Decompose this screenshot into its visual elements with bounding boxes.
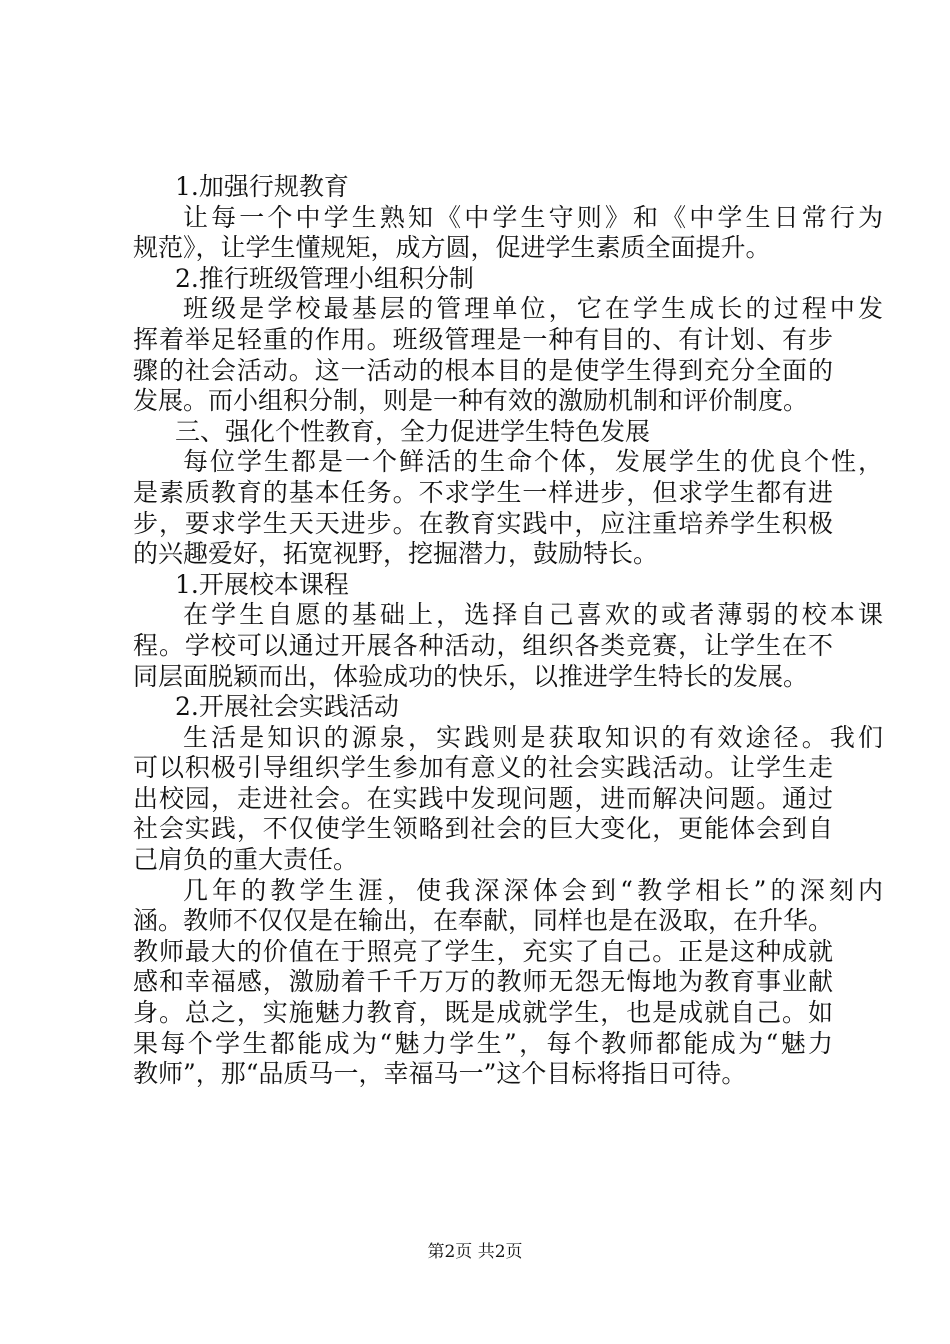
paragraph-line: 的兴趣爱好，拓宽视野，挖掘潜力，鼓励特长。 — [133, 539, 659, 569]
paragraph-line: 果每个学生都能成为“魅力学生”，每个教师都能成为“魅力 — [133, 1028, 833, 1058]
paragraph-line: 班级是学校最基层的管理单位，它在学生成长的过程中发 — [183, 294, 883, 324]
paragraph-line: 挥着举足轻重的作用。班级管理是一种有目的、有计划、有步 — [133, 324, 833, 354]
paragraph-line: 教师”，那“品质马一，幸福马一”这个目标将指日可待。 — [133, 1059, 747, 1089]
paragraph-line: 可以积极引导组织学生参加有意义的社会实践活动。让学生走 — [133, 753, 833, 783]
section-heading: 2.推行班级管理小组积分制 — [175, 263, 474, 293]
section-heading: 1.加强行规教育 — [175, 172, 349, 201]
paragraph-line: 步，要求学生天天进步。在教育实践中，应注重培养学生积极 — [133, 508, 833, 538]
paragraph-line: 在学生自愿的基础上，选择自己喜欢的或者薄弱的校本课 — [183, 600, 883, 630]
paragraph-line: 程。学校可以通过开展各种活动，组织各类竞赛，让学生在不 — [133, 630, 833, 660]
document-body — [133, 172, 883, 1090]
paragraph-line: 教师最大的价值在于照亮了学生，充实了自己。正是这种成就 — [133, 936, 833, 966]
paragraph-line: 感和幸福感，激励着千千万万的教师无怨无悔地为教育事业献 — [133, 967, 833, 997]
paragraph-line: 每位学生都是一个鲜活的生命个体，发展学生的优良个性， — [183, 447, 883, 477]
paragraph-line: 规范》，让学生懂规矩，成方圆，促进学生素质全面提升。 — [133, 233, 771, 263]
paragraph-line: 让每一个中学生熟知《中学生守则》和《中学生日常行为 — [183, 202, 883, 232]
paragraph-line: 涵。教师不仅仅是在输出，在奉献，同样也是在汲取，在升华。 — [133, 906, 834, 936]
paragraph-line: 身。总之，实施魅力教育，既是成就学生，也是成就自己。如 — [133, 998, 833, 1028]
paragraph-line: 骤的社会活动。这一活动的根本目的是使学生得到充分全面的 — [133, 355, 833, 385]
section-heading: 1.开展校本课程 — [175, 569, 349, 599]
paragraph-line: 出校园，走进社会。在实践中发现问题，进而解决问题。通过 — [133, 783, 833, 813]
paragraph-line: 同层面脱颖而出，体验成功的快乐，以推进学生特长的发展。 — [133, 661, 809, 691]
section-heading: 2.开展社会实践活动 — [175, 692, 399, 722]
section-heading: 三、强化个性教育，全力促进学生特色发展 — [175, 416, 651, 446]
paragraph-line: 发展。而小组积分制，则是一种有效的激励机制和评价制度。 — [133, 386, 809, 416]
paragraph-line: 己肩负的重大责任。 — [133, 845, 359, 875]
paragraph-line: 社会实践，不仅使学生领略到社会的巨大变化，更能体会到自 — [133, 814, 833, 844]
paragraph-line: 几年的教学生涯，使我深深体会到“教学相长”的深刻内 — [183, 875, 883, 905]
paragraph-line: 是素质教育的基本任务。不求学生一样进步，但求学生都有进 — [133, 477, 833, 507]
page-footer: 第2页 共2页 — [427, 1242, 523, 1262]
paragraph-line: 生活是知识的源泉，实践则是获取知识的有效途径。我们 — [183, 722, 883, 752]
